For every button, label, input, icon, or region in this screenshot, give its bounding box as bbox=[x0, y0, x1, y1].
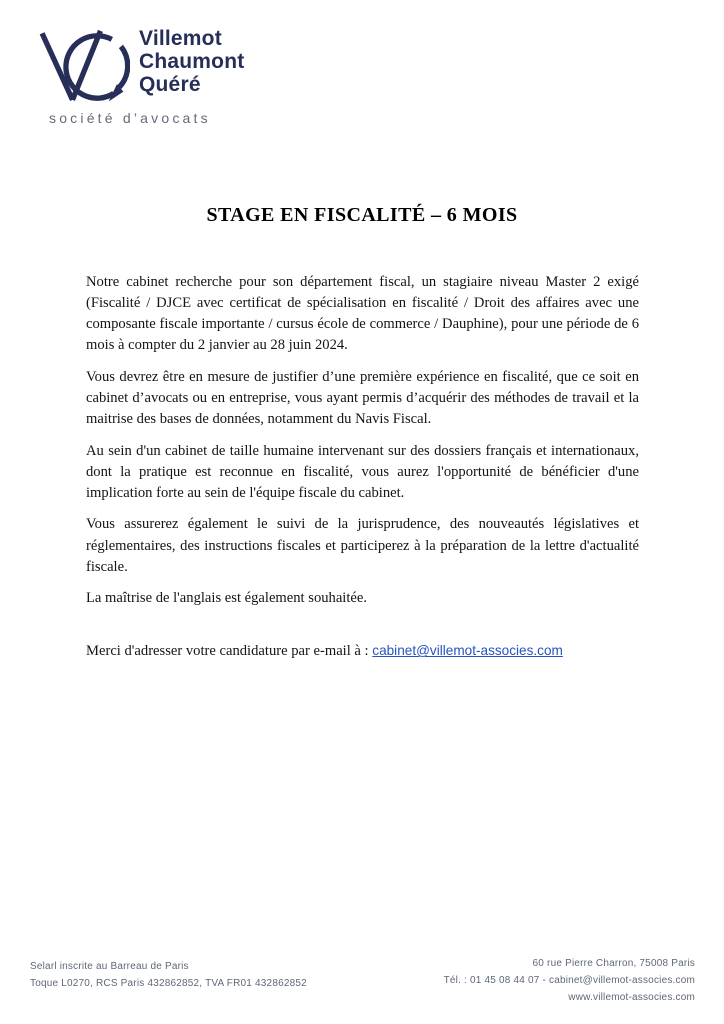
paragraph-3: Au sein d'un cabinet de taille humaine intervenant sur des dossiers français et internationaux, dont la pratique est reconnue en fiscalité, vous aurez l'opportunité de bénéficier d'une implication forte au sein de l'équipe fiscale du cabinet. bbox=[86, 442, 639, 501]
contact-line bbox=[86, 640, 639, 662]
footer-legal-line-1: Selarl inscrite au Barreau de Paris bbox=[30, 961, 189, 972]
logo-wordmark bbox=[139, 27, 244, 96]
paragraph-2: Vous devrez être en mesure de justifier d’une première expérience en fiscalité, que ce soit en cabinet d’avocats ou en entreprise, vous ayant permis d’acquérir des méthodes de travail et la maitrise des bases de données, notamment du Navis Fiscal. bbox=[86, 368, 639, 428]
email-link[interactable]: cabinet@villemot-associes.com bbox=[372, 643, 563, 659]
contact-prefix-text: Merci d'adresser votre candidature par e-mail à : bbox=[86, 643, 373, 660]
body-text bbox=[86, 272, 639, 673]
logo-tagline: société d’avocats bbox=[49, 110, 211, 126]
footer-website: www.villemot-associes.com bbox=[568, 992, 695, 1003]
footer-legal bbox=[30, 955, 307, 992]
logo-wordmark-line-2: Chaumont bbox=[139, 50, 245, 73]
logo bbox=[38, 26, 244, 126]
footer-phone-email: Tél. : 01 45 08 44 07 - cabinet@villemot-associes.com bbox=[443, 975, 695, 986]
paragraph-1: Notre cabinet recherche pour son département fiscal, un stagiaire niveau Master 2 exigé (Fiscalité / DJCE avec certificat de spécialisation en fiscalité / Droit des affaires avec une composante fiscale importante / cursus école de commerce / Dauphine), pour une période de 6 mois à compter du 2 janvier au 28 juin 2024. bbox=[86, 274, 639, 354]
paragraph-5: La maîtrise de l'anglais est également souhaitée. bbox=[86, 590, 368, 607]
paragraph-4: Vous assurerez également le suivi de la jurisprudence, des nouveautés législatives et réglementaires, des instructions fiscales et participerez à la préparation de la lettre d'actualité fiscale. bbox=[86, 516, 639, 575]
logo-wordmark-line-1: Villemot bbox=[139, 27, 222, 50]
footer-contact bbox=[444, 955, 695, 1006]
logo-wordmark-line-3: Quéré bbox=[139, 73, 201, 96]
page-title: STAGE EN FISCALITÉ – 6 MOIS bbox=[206, 204, 518, 226]
logo-vq-monogram-icon bbox=[38, 26, 130, 108]
footer-address: 60 rue Pierre Charron, 75008 Paris bbox=[532, 958, 695, 969]
footer-legal-line-2: Toque L0270, RCS Paris 432862852, TVA FR01 432862852 bbox=[30, 978, 307, 989]
page-footer bbox=[30, 955, 695, 1006]
